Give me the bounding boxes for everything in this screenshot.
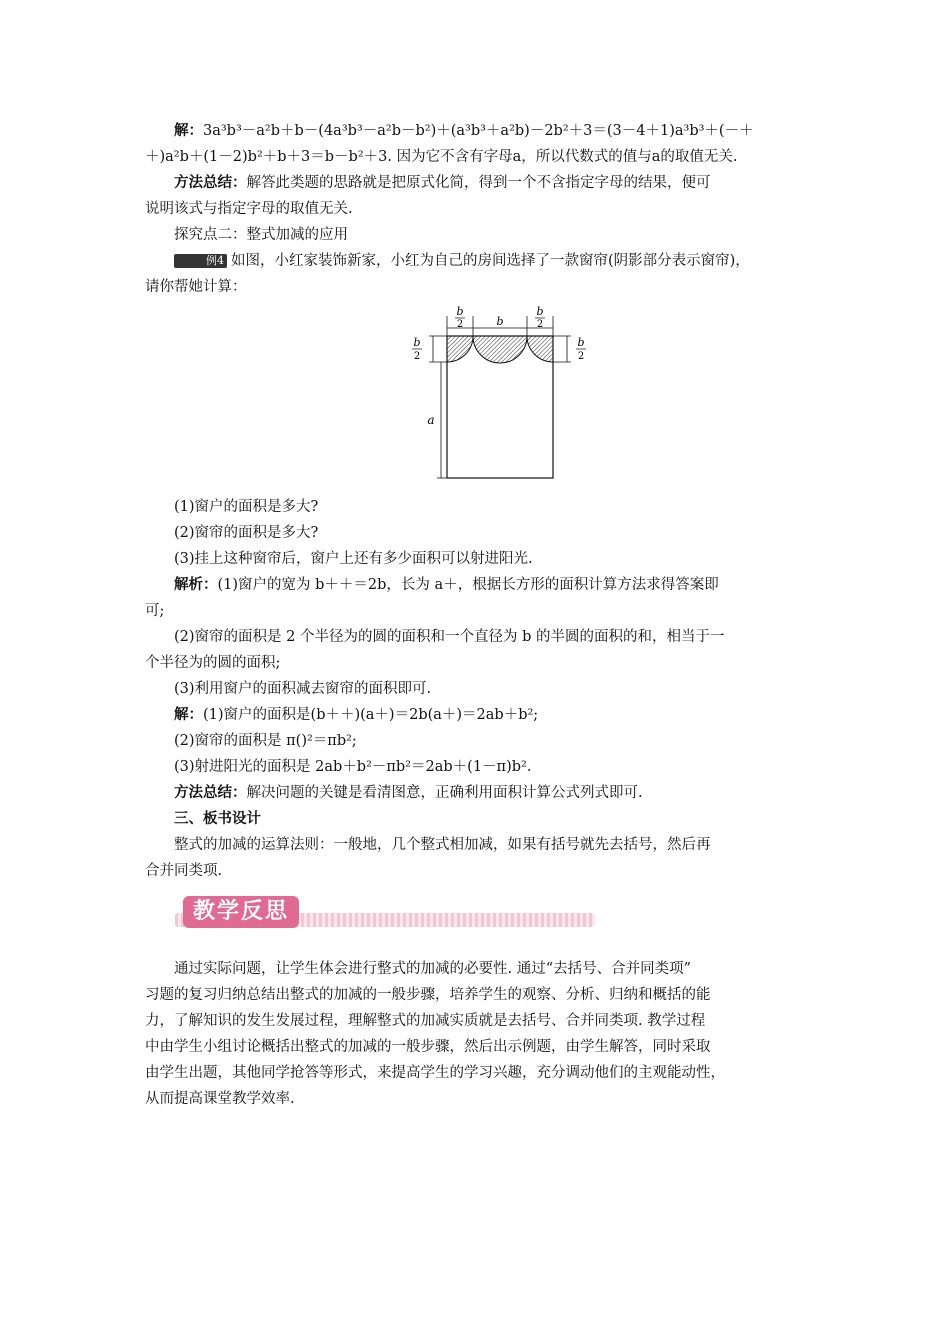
analysis-2-cont: 个半径为的圆的面积; xyxy=(145,655,281,671)
section-board-design: 三、板书设计 xyxy=(174,810,261,827)
example-badge: 例4 xyxy=(174,254,227,268)
solution-2-3: (3)射进阳光的面积是 2ab＋b²－πb²＝2ab＋(1－π)b². xyxy=(174,759,532,775)
label-b-over-2-right-side-num: b xyxy=(577,336,585,349)
question-2: (2)窗帘的面积是多大? xyxy=(174,525,319,541)
label-b-over-2-side-num: b xyxy=(413,336,421,349)
label-b-over-2-right-side-den: 2 xyxy=(577,351,585,362)
method-summary-1: 方法总结：解答此类题的思路就是把原式化简，得到一个不含指定字母的结果，便可 xyxy=(174,174,711,191)
question-1: (1)窗户的面积是多大? xyxy=(174,499,319,515)
reflection-4: 中由学生小组讨论概括出整式的加减的一般步骤，然后出示例题，由学生解答，同时采取 xyxy=(145,1039,711,1055)
solution-line-1: 解：3a³b³－a²b＋b－(4a³b³－a²b－b²)＋(a³b³＋a²b)－2b²＋3＝(3－4＋1)a³b³＋(－＋ xyxy=(174,122,754,139)
reflection-1: 通过实际问题，让学生体会进行整式的加减的必要性. 通过“去括号、合并同类项” xyxy=(174,961,692,977)
board-rule-1: 整式的加减的运算法则：一般地，几个整式相加减，如果有括号就先去括号，然后再 xyxy=(174,837,711,853)
label-b-over-2-right-num: b xyxy=(536,306,544,318)
method-summary-2: 方法总结：解决问题的关键是看清图意，正确利用面积计算公式列式即可. xyxy=(174,784,643,801)
label-b-over-2-left-num: b xyxy=(456,306,464,318)
label-b-middle: b xyxy=(496,315,504,328)
curtain-right xyxy=(527,336,553,362)
curtain-middle xyxy=(473,336,527,363)
banner-title: 教学反思 xyxy=(183,896,299,928)
label-b-over-2-side-den: 2 xyxy=(413,351,421,362)
reflection-6: 从而提高课堂教学效率. xyxy=(145,1091,295,1107)
reflection-3: 力，了解知识的发生发展过程，理解整式的加减实质就是去括号、合并同类项. 教学过程 xyxy=(145,1013,706,1029)
document-page xyxy=(145,118,810,1112)
example-4-cont: 请你帮她计算： xyxy=(145,279,247,295)
explore-point-2: 探究点二：整式加减的应用 xyxy=(174,227,348,243)
curtain-left xyxy=(447,336,473,362)
reflection-2: 习题的复习归纳总结出整式的加减的一般步骤，培养学生的观察、分析、归纳和概括的能 xyxy=(145,987,711,1003)
solution-line-2: ＋)a²b＋(1－2)b²＋b＋3＝b－b²＋3. 因为它不含有字母a，所以代数式的值与a的取值无关. xyxy=(145,149,738,165)
curtain-window-figure xyxy=(409,306,609,490)
solution-2-2: (2)窗帘的面积是 π()²＝πb²; xyxy=(174,733,357,749)
analysis-1: 解析：(1)窗户的宽为 b＋＋＝2b，长为 a＋，根据长方形的面积计算方法求得答案即 xyxy=(174,576,719,593)
board-rule-2: 合并同类项. xyxy=(145,863,223,879)
teaching-reflection-banner xyxy=(175,896,595,932)
analysis-3: (3)利用窗户的面积减去窗帘的面积即可. xyxy=(174,681,432,697)
label-a: a xyxy=(427,413,435,427)
label-b-over-2-right-den: 2 xyxy=(536,319,544,330)
solution-2-1: 解：(1)窗户的面积是(b＋＋)(a＋)＝2b(a＋)＝2ab＋b²; xyxy=(174,706,539,723)
example-4: 例4 如图，小红家装饰新家，小红为自己的房间选择了一款窗帘(阴影部分表示窗帘)， xyxy=(145,248,810,274)
label-b-over-2-left-den: 2 xyxy=(456,319,464,330)
analysis-2: (2)窗帘的面积是 2 个半径为的圆的面积和一个直径为 b 的半圆的面积的和，相当于一 xyxy=(174,629,725,645)
analysis-1-cont: 可; xyxy=(145,603,165,619)
reflection-5: 由学生出题，其他同学抢答等形式，来提高学生的学习兴趣，充分调动他们的主观能动性， xyxy=(145,1065,725,1081)
question-3: (3)挂上这种窗帘后，窗户上还有多少面积可以射进阳光. xyxy=(174,551,533,567)
method-summary-1-cont: 说明该式与指定字母的取值无关. xyxy=(145,201,353,217)
